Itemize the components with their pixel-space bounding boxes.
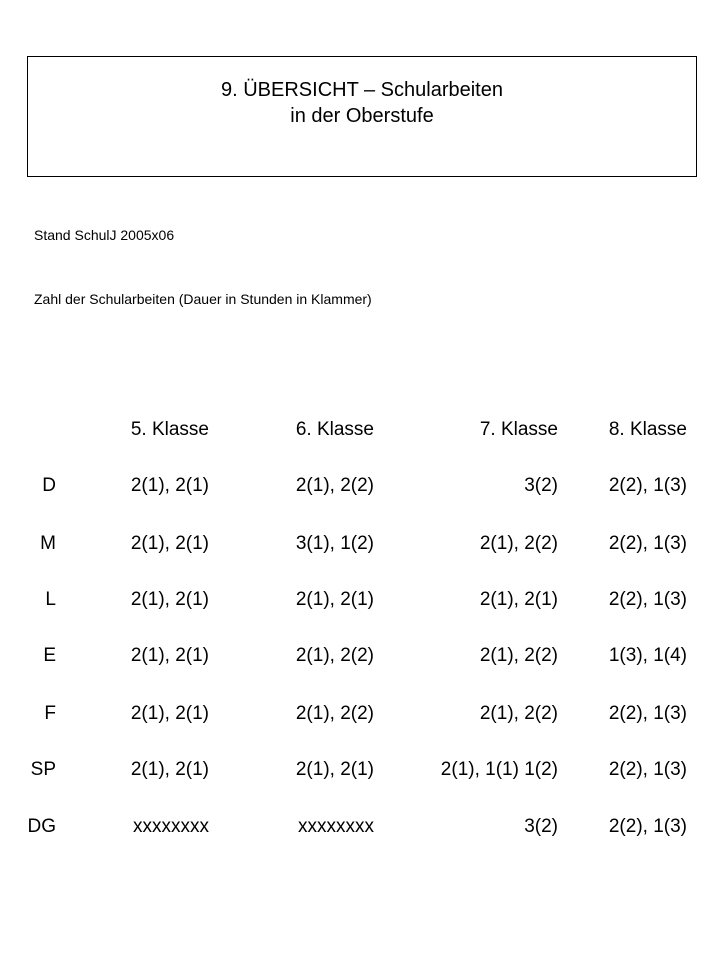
table-cell: 2(2), 1(3) (608, 475, 687, 496)
table-row (0, 532, 718, 556)
subject-label: DG (27, 816, 56, 837)
header-cell: 6. Klasse (295, 419, 374, 440)
table-cell: 2(1), 2(2) (479, 703, 558, 724)
table-cell: 2(1), 2(1) (479, 589, 558, 610)
table-cell: 2(1), 1(1) 1(2) (440, 759, 558, 780)
table-cell: 1(3), 1(4) (608, 645, 687, 666)
table-row (0, 702, 718, 726)
table-cell: 2(1), 2(2) (295, 703, 374, 724)
table-cell: 2(2), 1(3) (608, 589, 687, 610)
header-cell: 8. Klasse (608, 419, 687, 440)
table-row (0, 644, 718, 668)
description-text: Zahl der Schularbeiten (Dauer in Stunden in Klammer) (34, 291, 372, 307)
table-cell: 2(1), 2(1) (295, 589, 374, 610)
table-row (0, 588, 718, 612)
table-cell: 2(1), 2(2) (479, 645, 558, 666)
table-cell: 2(1), 2(1) (130, 475, 209, 496)
table-cell: 2(1), 2(2) (479, 533, 558, 554)
table-cell: 2(2), 1(3) (608, 533, 687, 554)
table-row (0, 815, 718, 839)
table-cell: xxxxxxxx (133, 816, 209, 837)
table-cell: 2(1), 2(2) (295, 645, 374, 666)
table-cell: 2(1), 2(2) (295, 475, 374, 496)
subject-label: SP (30, 759, 56, 780)
subject-label: F (44, 703, 56, 724)
subject-label: E (43, 645, 56, 666)
subject-label: D (42, 475, 56, 496)
table-cell: xxxxxxxx (298, 816, 374, 837)
table-cell: 2(1), 2(1) (130, 759, 209, 780)
stand-text: Stand SchulJ 2005x06 (34, 227, 175, 243)
table-cell: 2(2), 1(3) (608, 816, 687, 837)
table-cell: 2(1), 2(1) (130, 703, 209, 724)
table-cell: 2(1), 2(1) (130, 533, 209, 554)
table-cell: 2(1), 2(1) (130, 645, 209, 666)
table-cell: 2(1), 2(1) (295, 759, 374, 780)
table-header-row (0, 418, 718, 442)
table-row (0, 474, 718, 498)
table-cell: 3(1), 1(2) (295, 533, 374, 554)
table-cell: 2(1), 2(1) (130, 589, 209, 610)
title-line-1: 9. ÜBERSICHT – Schularbeiten (221, 79, 503, 101)
title-line-2: in der Oberstufe (290, 105, 434, 127)
table-cell: 3(2) (524, 816, 558, 837)
header-cell: 7. Klasse (479, 419, 558, 440)
table-cell: 2(2), 1(3) (608, 759, 687, 780)
subject-label: M (40, 533, 56, 554)
table-cell: 3(2) (524, 475, 558, 496)
table-cell: 2(2), 1(3) (608, 703, 687, 724)
subject-label: L (45, 589, 56, 610)
table-row (0, 758, 718, 782)
header-cell: 5. Klasse (130, 419, 209, 440)
